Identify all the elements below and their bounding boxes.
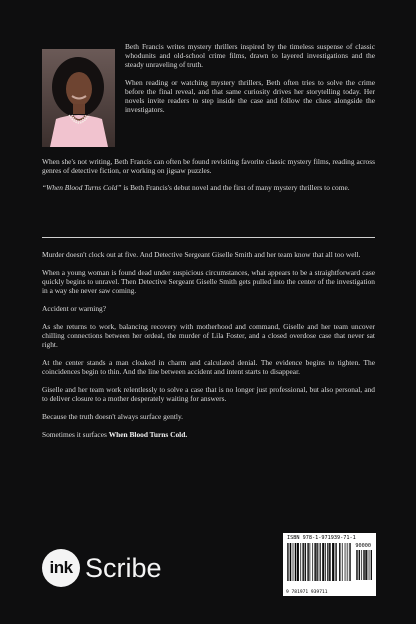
section-divider: [42, 237, 375, 238]
book-title-italic: “When Blood Turns Cold”: [42, 183, 122, 193]
closing-lead: Sometimes it surfaces: [42, 429, 109, 439]
isbn-label: ISBN 978-1-971939-71-1: [287, 535, 356, 541]
publisher-name: Scribe: [85, 552, 162, 583]
publisher-logo: [42, 548, 162, 588]
author-bio-paragraph: When she's not writing, Beth Francis can often be found revisiting favorite classic mystery films, reading across genres of detective fiction, or working on jigsaw puzzles.: [42, 157, 375, 176]
book-title-bold: When Blood Turns Cold.: [108, 429, 188, 439]
synopsis-paragraph: As she returns to work, balancing recovery with motherhood and command, Giselle and her team uncover chilling connections between her ordeal, the murder of Lila Foster, and a closed overdose case that never sat right.: [42, 321, 375, 350]
barcode-bars-icon: [287, 543, 351, 581]
author-portrait-icon: [42, 49, 115, 147]
synopsis-paragraph: Because the truth doesn't always surface gently.: [42, 412, 184, 421]
price-barcode-icon: [356, 550, 372, 588]
isbn-barcode: [283, 533, 376, 596]
synopsis-paragraph: Murder doesn't clock out at five. And Detective Sergeant Giselle Smith and her team know that all too well.: [42, 250, 361, 259]
isbn-digits: 9 781971 939711: [286, 590, 328, 595]
author-bio: [125, 42, 375, 122]
synopsis-closing: [42, 430, 375, 439]
synopsis-paragraph: When a young woman is found dead under suspicious circumstances, what appears to be a straightforward case quickly begins to unravel. Then Detective Sergeant Giselle Smith gets pulled into the center of the investigation in a way she never saw coming.: [42, 267, 375, 296]
book-synopsis: [42, 250, 375, 448]
synopsis-paragraph: At the center stands a man cloaked in charm and calculated denial. The evidence begins to tighten. The coincidences begin to thin. And the line between accident and intent starts to disappear.: [42, 358, 375, 377]
synopsis-paragraph: Giselle and her team work relentlessly to solve a case that is no longer just professional, but also personal, and to deliver closure to a mother desperately waiting for answers.: [42, 385, 375, 404]
publisher-mark-icon: ink: [42, 549, 80, 587]
author-bio-paragraph: When reading or watching mystery thrillers, Beth often tries to solve the crime before the final reveal, and that same curiosity drives her storytelling today. Her novels invite readers to step inside the case and follow the clues alongside the investigators.: [125, 77, 375, 115]
synopsis-paragraph: Accident or warning?: [42, 304, 107, 313]
debut-note-text: is Beth Francis's debut novel and the first of many mystery thrillers to come.: [121, 183, 350, 193]
author-bio-paragraph: Beth Francis writes mystery thrillers inspired by the timeless suspense of classic whodunits and old-school crime films, drawn to layered investigations and the steady unraveling of truth.: [125, 42, 375, 70]
debut-novel-note: [42, 183, 375, 192]
author-bio-continued: [42, 157, 375, 201]
author-photo: [42, 49, 115, 147]
price-code: 90000: [355, 543, 371, 549]
